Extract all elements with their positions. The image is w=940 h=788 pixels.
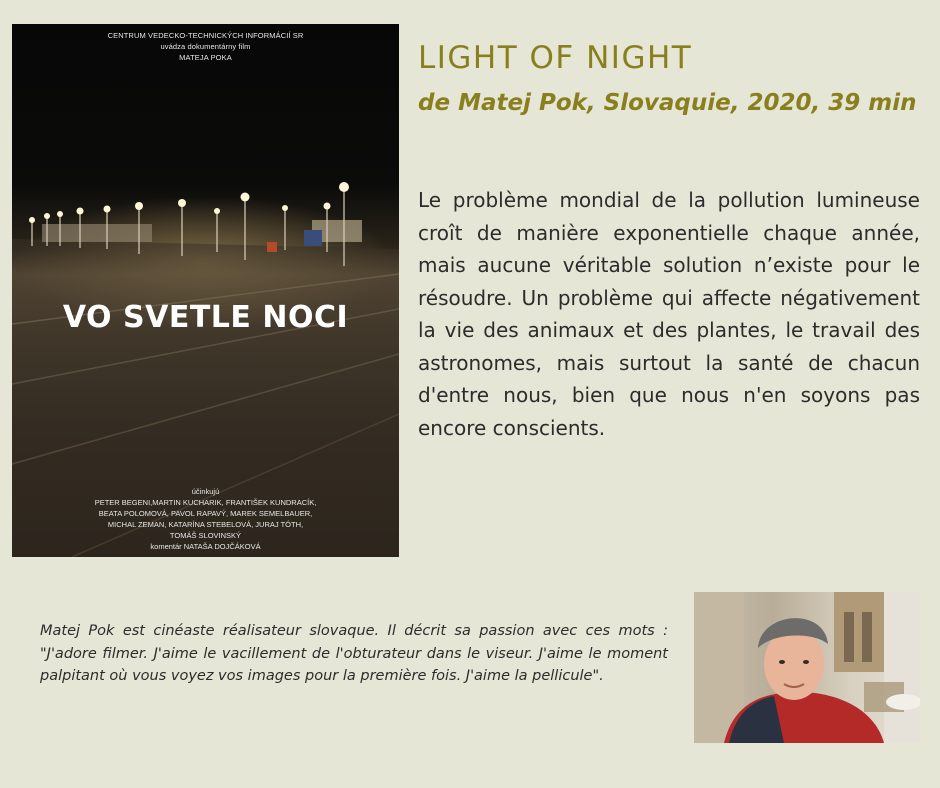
poster-title: VO SVETLE NOCI [62, 300, 349, 335]
director-portrait [694, 592, 920, 743]
poster-credits-top [12, 30, 399, 63]
director-bio: Matej Pok est cinéaste réalisateur slovaque. Il décrit sa passion avec ces mots : "J'adore filmer. J'aime le vacillement de l'obturateur dans le viseur. J'aime le moment palpitant où vous voyez vos images pour la première fois. J'aime la pellicule". [40, 623, 668, 684]
poster-credit-line: uvádza dokumentárny film [160, 42, 251, 51]
film-subtitle: de Matej Pok, Slovaquie, 2020, 39 min [418, 90, 917, 116]
poster-credit-line: komentár NATAŠA DOJČÁKOVÁ [150, 542, 261, 551]
poster-credits-bottom [12, 486, 399, 552]
poster-credit-line: CENTRUM VEDECKO-TECHNICKÝCH INFORMÁCIÍ SR [107, 31, 304, 40]
film-title: LIGHT OF NIGHT [418, 40, 693, 76]
poster-credit-line: MICHAL ZEMAN, KATARÍNA STEBELOVÁ, JURAJ TÓTH, [107, 520, 304, 529]
director-photo [694, 592, 920, 743]
film-poster [12, 24, 399, 557]
poster-credit-line: TOMÁŠ SLOVINSKÝ [169, 531, 242, 540]
film-synopsis: Le problème mondial de la pollution lumineuse croît de manière exponentielle chaque année, mais aucune véritable solution n’existe pour le résoudre. Un problème qui affecte négativement la vie des animaux et des plantes, le travail des astronomes, mais surtout la santé de chacun d'entre nous, bien que nous n'en soyons pas encore conscients. [418, 188, 920, 440]
poster-credit-line: MATEJA POKA [179, 53, 232, 62]
parking-lot-scene [12, 24, 399, 557]
poster-credit-line: účinkujú [191, 487, 220, 496]
poster-credit-line: BEATA POLOMOVÁ, PAVOL RAPAVÝ, MAREK SEMELBAUER, [98, 509, 313, 518]
poster-credit-line: PETER BEGENI,MARTIN KUCHARIK, FRANTIŠEK KUNDRACÍK, [94, 498, 317, 507]
